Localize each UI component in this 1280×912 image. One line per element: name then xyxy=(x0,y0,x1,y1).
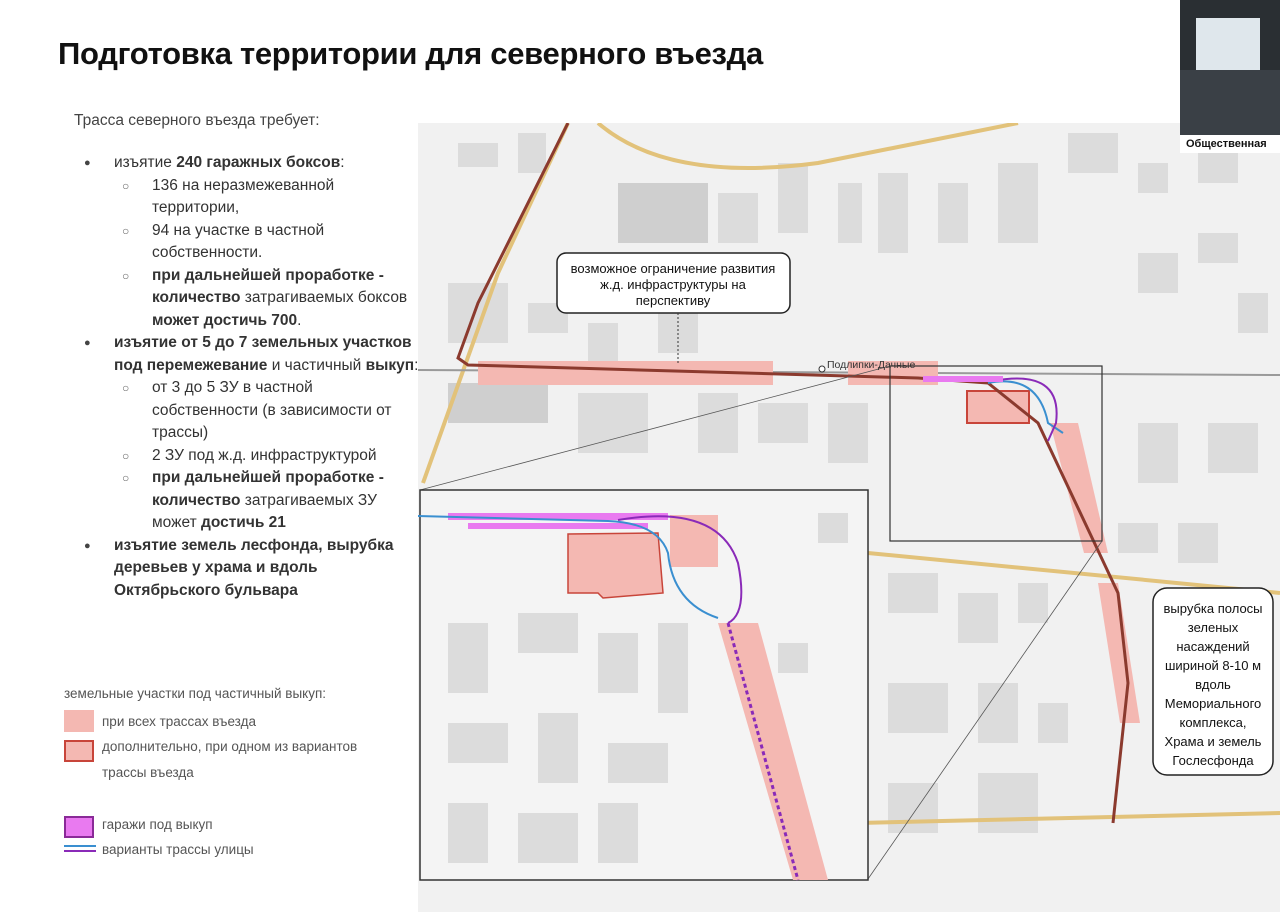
zoom-inset xyxy=(418,490,868,880)
legend-route-lines xyxy=(64,844,96,854)
map-view[interactable] xyxy=(418,123,1280,912)
callout-green-line: шириной 8-10 м xyxy=(1164,658,1262,673)
callout-green-line: насаждений xyxy=(1176,639,1250,654)
station-label: Подлипки-Дачные xyxy=(827,359,916,371)
req-garages-sub1: ○ 136 на неразмежеванной территории, xyxy=(82,175,422,220)
callout-green-line: зеленых xyxy=(1187,620,1239,635)
req-land-sub2: ○ 2 ЗУ под ж.д. инфраструктурой xyxy=(82,445,422,468)
webcam-screen xyxy=(1196,18,1260,72)
legend-label-one-route-cont: трассы въезда xyxy=(102,765,194,780)
callout-rail-line2: ж.д. инфраструктуры на xyxy=(600,277,746,292)
legend-label-one-route: дополнительно, при одном из вариантов xyxy=(102,739,358,754)
page-title: Подготовка территории для северного въезда xyxy=(58,36,763,71)
intro-text: Трасса северного въезда требует: xyxy=(74,112,320,129)
callout-green-line: комплекса, xyxy=(1179,715,1247,730)
legend-label-garages: гаражи под выкуп xyxy=(102,817,213,832)
legend-label-routes: варианты трассы улицы xyxy=(102,842,254,857)
callout-rail-line1: возможное ограничение развития xyxy=(570,261,776,276)
legend-swatch-garages xyxy=(64,816,94,838)
callout-green-line: Гослесфонда xyxy=(1172,753,1254,768)
requirements-list xyxy=(82,152,422,602)
garages-strip xyxy=(923,376,1003,382)
webcam-scene xyxy=(1180,70,1280,135)
legend-title: земельные участки под частичный выкуп: xyxy=(64,686,327,701)
callout-green-line: вдоль xyxy=(1195,677,1231,692)
legend-swatch-one-route xyxy=(64,740,94,762)
req-garages: ● изъятие 240 гаражных боксов: xyxy=(82,152,422,175)
legend-swatch-all-routes xyxy=(64,710,94,732)
req-land-sub1: ○ от 3 до 5 ЗУ в частной собственности (в зависимости от трассы) xyxy=(82,377,422,445)
legend-label-all-routes: при всех трассах въезда xyxy=(102,714,256,729)
callout-green-line: Мемориального xyxy=(1164,696,1262,711)
webcam-thumbnail[interactable] xyxy=(1180,0,1280,153)
req-land-plots: ● изъятие от 5 до 7 земельных участков под перемежевание и частичный выкуп: xyxy=(82,332,422,377)
callout-green-line: вырубка полосы xyxy=(1163,601,1263,616)
webcam-label: Общественная xyxy=(1180,135,1280,153)
callout-green-line: Храма и земель xyxy=(1164,734,1262,749)
callout-green xyxy=(1153,588,1273,775)
req-land-sub3: ○ при дальнейшей проработке - количество затрагиваемых ЗУ может достичь 21 xyxy=(82,467,422,535)
callout-rail-line3: перспективу xyxy=(635,293,711,308)
req-forest: ● изъятие земель лесфонда, вырубка деревьев у храма и вдоль Октябрьского бульвара xyxy=(82,535,422,603)
req-garages-sub2: ○ 94 на участке в частной собственности. xyxy=(82,220,422,265)
req-garages-sub3: ○ при дальнейшей проработке - количество затрагиваемых боксов может достичь 700. xyxy=(82,265,422,333)
